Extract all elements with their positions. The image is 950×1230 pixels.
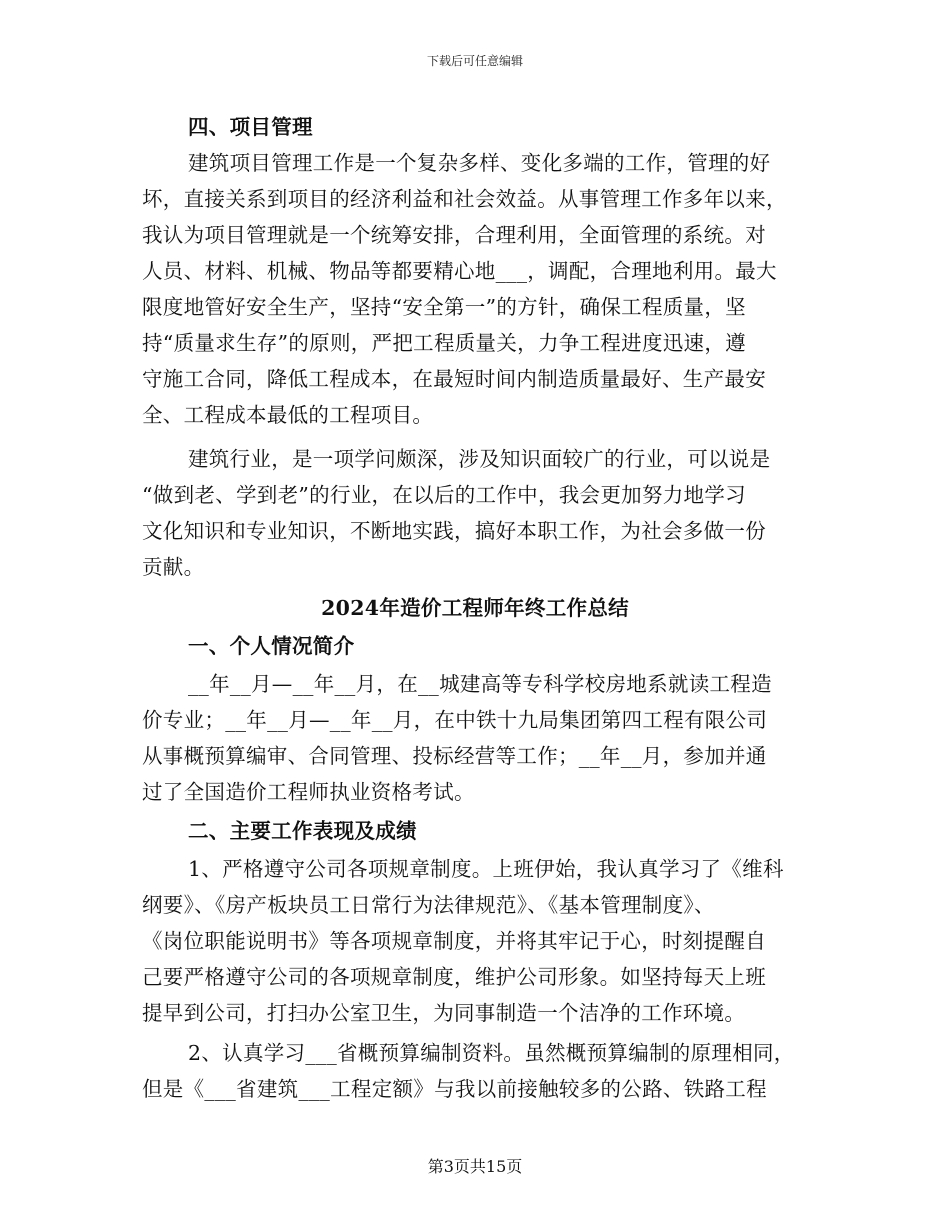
paragraph-line: 守施工合同，降低工程成本，在最短时间内制造质量最好、生产最安 (142, 367, 766, 391)
paragraph-line: 建筑行业，是一项学问颇深，涉及知识面较广的行业，可以说是 (188, 447, 771, 471)
header-note: 下载后可任意编辑 (426, 54, 523, 68)
section-heading: 四、项目管理 (188, 115, 313, 139)
paragraph-line: 1、严格遵守公司各项规章制度。上班伊始，我认真学习了《维科 (188, 857, 784, 881)
paragraph-line: 《岗位职能说明书》等各项规章制度，并将其牢记于心，时刻提醒自 (142, 929, 766, 953)
paragraph-line: 但是《___省建筑___工程定额》与我以前接触较多的公路、铁路工程 (142, 1077, 767, 1101)
page-number: 第3页共15页 (427, 1157, 523, 1176)
paragraph-line: 价专业；__年__月—__年__月，在中铁十九局集团第四工程有限公司 (142, 708, 768, 732)
paragraph-line: 从事概预算编审、合同管理、投标经营等工作；__年__月，参加并通 (142, 744, 767, 768)
paragraph-line: 过了全国造价工程师执业资格考试。 (142, 780, 475, 804)
paragraph-line: __年__月—__年__月，在__城建高等专科学校房地系就读工程造 (188, 672, 772, 696)
paragraph-line: 建筑项目管理工作是一个复杂多样、变化多端的工作，管理的好 (188, 151, 771, 175)
paragraph-line: 全、工程成本最低的工程项目。 (142, 403, 434, 427)
paragraph-line: 持“质量求生存”的原则，严把工程质量关，力争工程进度迅速，遵 (142, 331, 746, 355)
section-heading: 一、个人情况简介 (188, 634, 355, 658)
document-title: 2024年造价工程师年终工作总结 (321, 596, 629, 620)
paragraph-line: 己要严格遵守公司的各项规章制度，维护公司形象。如坚持每天上班 (142, 965, 766, 989)
section-heading: 二、主要工作表现及成绩 (188, 819, 417, 843)
paragraph-line: 限度地管好安全生产，坚持“安全第一”的方针，确保工程质量，坚 (142, 295, 746, 319)
paragraph-line: 人员、材料、机械、物品等都要精心地___，调配，合理地利用。最大 (142, 259, 777, 283)
paragraph-line: 提早到公司，打扫办公室卫生，为同事制造一个洁净的工作环境。 (142, 1001, 746, 1025)
paragraph-line: 文化知识和专业知识，不断地实践，搞好本职工作，为社会多做一份 (142, 519, 766, 543)
paragraph-line: 纲要》、《房产板块员工日常行为法律规范》、《基本管理制度》、 (142, 893, 715, 917)
paragraph-line: “做到老、学到老”的行业，在以后的工作中，我会更加努力地学习 (142, 483, 746, 507)
paragraph-line: 贡献。 (142, 555, 205, 579)
paragraph-line: 我认为项目管理就是一个统筹安排，合理利用，全面管理的系统。对 (142, 223, 766, 247)
paragraph-line: 2、认真学习___省概预算编制资料。虽然概预算编制的原理相同， (188, 1041, 795, 1065)
paragraph-line: 坏，直接关系到项目的经济利益和社会效益。从事管理工作多年以来， (142, 187, 787, 211)
